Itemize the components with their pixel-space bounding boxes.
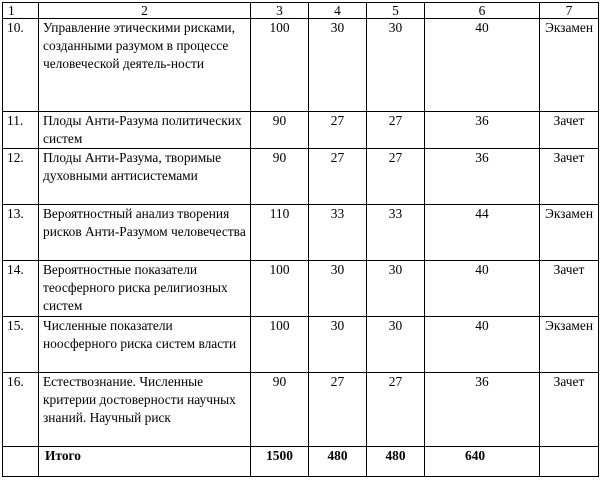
column-header: 1 bbox=[3, 3, 39, 19]
total-hours-sum: 1500 bbox=[251, 447, 309, 477]
col-5-value: 27 bbox=[367, 373, 425, 447]
col-4-sum: 480 bbox=[309, 447, 367, 477]
total-hours: 100 bbox=[251, 19, 309, 112]
col-6-value: 36 bbox=[425, 373, 540, 447]
col-4-value: 27 bbox=[309, 112, 367, 149]
col-5-value: 27 bbox=[367, 112, 425, 149]
col-5-value: 33 bbox=[367, 205, 425, 261]
row-title: Плоды Анти-Разума политических систем bbox=[39, 112, 251, 149]
total-row bbox=[3, 447, 599, 477]
total-row-number bbox=[3, 447, 39, 477]
column-header: 4 bbox=[309, 3, 367, 19]
col-5-value: 27 bbox=[367, 149, 425, 205]
col-6-value: 36 bbox=[425, 149, 540, 205]
row-title: Численные показатели ноосферного риска систем власти bbox=[39, 317, 251, 373]
assessment-type: Экзамен bbox=[540, 19, 599, 112]
col-5-value: 30 bbox=[367, 19, 425, 112]
column-header: 3 bbox=[251, 3, 309, 19]
row-number: 14. bbox=[3, 261, 39, 317]
assessment-type: Зачет bbox=[540, 112, 599, 149]
table-row bbox=[3, 317, 599, 373]
col-4-value: 33 bbox=[309, 205, 367, 261]
col-6-value: 40 bbox=[425, 19, 540, 112]
total-label: Итого bbox=[39, 447, 251, 477]
total-hours: 100 bbox=[251, 261, 309, 317]
curriculum-table bbox=[2, 2, 599, 477]
row-title: Естествознание. Численные критерии достоверности научных знаний. Научный риск bbox=[39, 373, 251, 447]
table-row bbox=[3, 19, 599, 112]
total-hours: 90 bbox=[251, 373, 309, 447]
column-header: 5 bbox=[367, 3, 425, 19]
assessment-type: Зачет bbox=[540, 149, 599, 205]
table-row bbox=[3, 149, 599, 205]
col-5-value: 30 bbox=[367, 317, 425, 373]
col-5-value: 30 bbox=[367, 261, 425, 317]
total-hours: 90 bbox=[251, 149, 309, 205]
col-4-value: 27 bbox=[309, 373, 367, 447]
row-number: 16. bbox=[3, 373, 39, 447]
col-4-value: 27 bbox=[309, 149, 367, 205]
col-5-sum: 480 bbox=[367, 447, 425, 477]
col-4-value: 30 bbox=[309, 261, 367, 317]
row-number: 11. bbox=[3, 112, 39, 149]
assessment-type: Зачет bbox=[540, 261, 599, 317]
table-row bbox=[3, 261, 599, 317]
column-header: 7 bbox=[540, 3, 599, 19]
col-6-value: 44 bbox=[425, 205, 540, 261]
row-title: Плоды Анти-Разума, творимые духовными антисистемами bbox=[39, 149, 251, 205]
total-hours: 110 bbox=[251, 205, 309, 261]
table-row bbox=[3, 205, 599, 261]
table-header-row bbox=[3, 3, 599, 19]
table-row bbox=[3, 373, 599, 447]
table-row bbox=[3, 112, 599, 149]
assessment-type: Зачет bbox=[540, 373, 599, 447]
row-number: 12. bbox=[3, 149, 39, 205]
assessment-type: Экзамен bbox=[540, 317, 599, 373]
row-title: Управление этическими рисками, созданными разумом в процессе человеческой деятель-ности bbox=[39, 19, 251, 112]
row-number: 15. bbox=[3, 317, 39, 373]
row-title: Вероятностный анализ творения рисков Анти-Разумом человечества bbox=[39, 205, 251, 261]
column-header: 2 bbox=[39, 3, 251, 19]
total-hours: 100 bbox=[251, 317, 309, 373]
total-assessment bbox=[540, 447, 599, 477]
col-6-sum: 640 bbox=[425, 447, 540, 477]
col-6-value: 40 bbox=[425, 317, 540, 373]
row-number: 13. bbox=[3, 205, 39, 261]
col-6-value: 36 bbox=[425, 112, 540, 149]
col-6-value: 40 bbox=[425, 261, 540, 317]
assessment-type: Экзамен bbox=[540, 205, 599, 261]
total-hours: 90 bbox=[251, 112, 309, 149]
row-number: 10. bbox=[3, 19, 39, 112]
col-4-value: 30 bbox=[309, 317, 367, 373]
col-4-value: 30 bbox=[309, 19, 367, 112]
column-header: 6 bbox=[425, 3, 540, 19]
row-title: Вероятностные показатели теосферного риска религиозных систем bbox=[39, 261, 251, 317]
